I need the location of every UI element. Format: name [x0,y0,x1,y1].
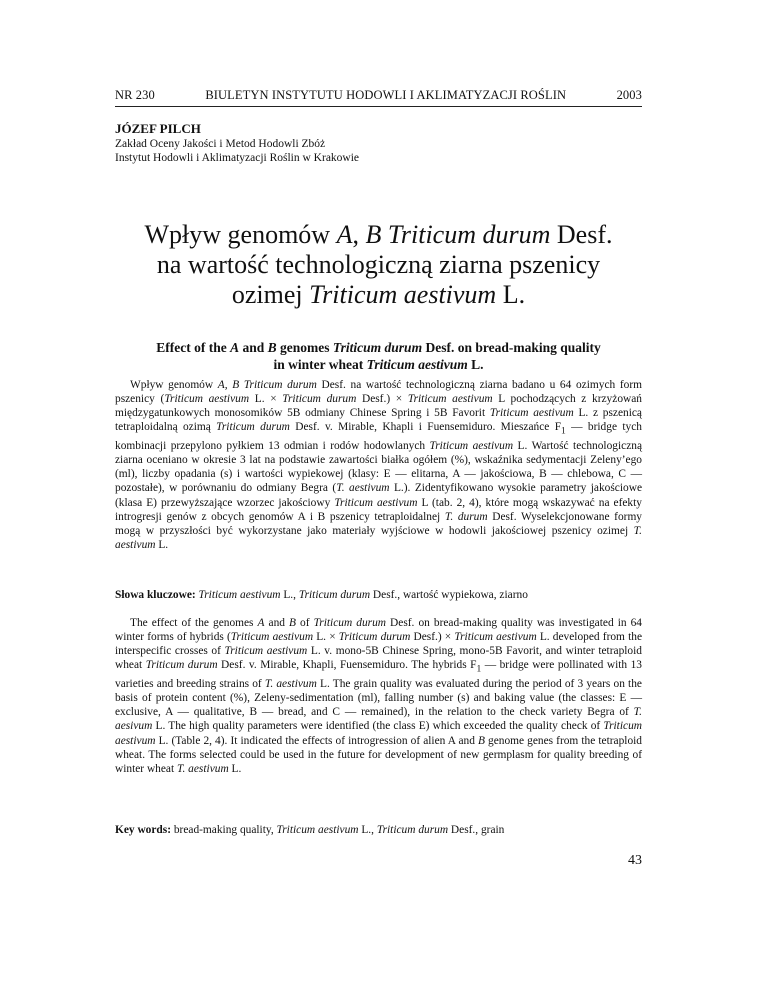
abstract-text: L. [155,539,169,551]
keyword-text: L., [358,824,377,836]
abstract-text: Wpływ genomów [130,379,218,391]
keyword-text: bread-making quality, [171,824,277,836]
header-rule [115,106,642,107]
abstract-text: Desf. na wartość technologiczną ziarna badano u 64 ozimych form pszenicy ( [115,379,642,406]
abstract-text: L (tab. 2, 4), które mogą wskazywać na efekty introgresji genów z obcych genomów A i B pszenicy tetraploidalnej [115,496,642,523]
abstract-italic: Triticum aestivum [407,393,493,406]
english-title-text: and [239,340,268,355]
keyword-text: Desf., grain [448,824,505,836]
abstract-italic: A [257,617,265,629]
running-header [115,88,642,103]
abstract-text: Desf. Wyselekcjonowane formy mogą w przyszłości być wykorzystane jako materiały wyjściowe w hodowli jakościowej pszenicy ozimej [115,510,642,537]
english-title-text: Desf. on bread-making quality [422,340,601,355]
abstract-text: The effect of the genomes [130,617,258,629]
english-title-text: in winter wheat [273,356,367,372]
abstract-italic: T. aestivum [264,677,317,690]
abstract-text: Desf.) × [410,631,455,644]
abstract-text: L.). Zidentyfikowano wysokie parametry jakościowe (klasa E) przewyższające wzorzec jakościowy [115,482,642,509]
publication-year: 2003 [616,88,642,102]
title-species-aestivum: Triticum aestivum [309,280,497,309]
abstract-italic: Triticum durum [313,617,386,629]
abstract-italic: T. aestivum [336,482,390,495]
abstract-italic: T. aesivum [115,706,642,733]
english-title [145,340,612,373]
abstract-text: and [264,617,290,629]
affiliation-department: Zakład Oceny Jakości i Metod Hodowli Zbóż [115,138,326,150]
abstract-italic: Triticum aestivum [115,720,642,747]
abstract-italic: Triticum aestivum [224,645,308,658]
abstract-italic: T. aestivum [177,762,229,775]
abstract-text: L. developed from the interspecific crosses of [115,631,643,658]
title-text: ozimej [231,280,310,309]
title-genome-a: A [336,220,353,249]
article-title [115,220,642,310]
keywords-label: Key words: [115,824,171,836]
abstract-italic: B [289,617,297,629]
abstract-text: L. Wartość technologiczną ziarna oceniano w okresie 3 lat na podstawie zawartości białka ogółem (%), wskaźnika sedymentacji Zeleny’ego (ml), liczby opadania (s) i wartości wypiekowej (klasy: E — elitarna, A — jakościowa, B — chlebowa, C — pozostałe), w porównaniu do odmiany Begra ( [115,439,642,495]
abstract-text: L. z pszenicą tetraploidalną ozimą [115,407,642,434]
english-title-genome: B [267,340,277,355]
journal-name: BIULETYN INSTYTUTU HODOWLI I AKLIMATYZACJI ROŚLIN [205,88,567,102]
affiliation-institute: Instytut Hodowli i Aklimatyzacji Roślin w Krakowie [115,152,360,164]
abstract-text: L. × [249,393,283,406]
abstract-text: L. (Table 2, 4). It indicated the effects of introgression of alien A and [155,734,478,747]
abstract-italic: A, B Triticum durum [217,379,317,391]
abstract-italic: Triticum durum [216,421,290,434]
abstract-italic: T. aestivum [115,524,642,551]
abstract-text: Desf. v. Mirable, Khapli, Fuensemiduro. The hybrids F [217,659,477,672]
keyword-italic: Triticum aestivum [198,589,281,601]
issue-number: NR 230 [115,88,155,102]
english-title-species: Triticum durum [332,340,423,355]
abstract-italic: B [477,734,485,747]
abstract-italic: T. durum [444,510,488,523]
author-block [115,121,642,165]
abstract-text: of [296,617,314,629]
abstract-text: L pochodzących z krzyżowań międzygatunkowych monosomików 5B odmiany Chinese Spring i 5B Favorit [115,393,642,420]
keyword-text: L., [280,589,299,601]
abstract-text: L. × [313,631,339,644]
abstract-text: genome genes from the tetraploid wheat. The forms selected could be used in the future for development of new germplasm for quality breeding of winter wheat [115,734,642,775]
abstract-text: Desf. v. Mirable, Khapli i Fuensemiduro. Mieszańce F [289,421,562,434]
abstract-italic: Triticum aestivum [454,631,537,644]
english-title-text: genomes [276,340,333,355]
abstract-english [115,616,642,776]
abstract-text: L. The high quality parameters were identified (the class E) which exceeded the quality check of [152,720,604,733]
abstract-polish [115,378,642,552]
abstract-italic: Triticum aestivum [429,439,514,452]
english-title-species: Triticum aestivum [366,356,468,372]
title-text: na wartość technologiczną ziarna pszenicy [156,250,601,279]
abstract-italic: Triticum aestivum [489,407,574,420]
abstract-italic: Triticum aestivum [334,496,418,509]
keyword-italic: Triticum aestivum [276,824,359,836]
title-text: Wpływ genomów [144,220,337,249]
title-text: Desf. [550,220,613,249]
keywords-english [115,823,642,837]
abstract-italic: Triticum durum [282,393,357,406]
keywords-label: Słowa kluczowe: [115,589,196,601]
english-title-genome: A [230,340,240,355]
abstract-subscript: 1 [561,426,566,437]
abstract-text: L. [228,762,242,775]
author-name: JÓZEF PILCH [115,121,201,136]
abstract-text: — bridge tych kombinacji przepylono pyłkiem 13 odmian i rodów hodowlanych [115,421,642,452]
abstract-text: Desf.) × [356,393,408,406]
keyword-italic: Triticum durum [298,589,371,601]
keywords-polish [115,588,642,602]
abstract-italic: Triticum aestivum [230,631,314,644]
abstract-text: Desf. on bread-making quality was investigated in 64 winter forms of hybrids ( [115,617,642,644]
title-text: L. [496,280,526,309]
abstract-text: L. The grain quality was evaluated during the period of 3 years on the basis of protein content (%), Zeleny-sedimentation (ml), falling number (s) and baking value (the classes: E — exclusive, A — qualitative, B — bread, and C — remained), in the relation to the check variety Begra of [115,677,642,719]
abstract-italic: Triticum aestivum [164,393,250,406]
english-title-text: L. [467,356,484,372]
abstract-text: — bridge were pollinated with 13 varieties and breeding strains of [115,659,643,690]
title-species-durum: B Triticum durum [365,220,551,249]
keyword-text: Desf., wartość wypiekowa, ziarno [370,589,528,601]
abstract-text: L. v. mono-5B Chinese Spring, mono-5B Favorit, and winter tetraploid wheat [115,645,642,672]
english-title-text: Effect of the [156,340,231,355]
page-number: 43 [628,853,642,868]
abstract-italic: Triticum durum [145,659,218,672]
abstract-italic: Triticum durum [338,631,411,644]
abstract-subscript: 1 [476,664,482,675]
keyword-italic: Triticum durum [376,824,449,836]
title-text: , [352,220,366,249]
